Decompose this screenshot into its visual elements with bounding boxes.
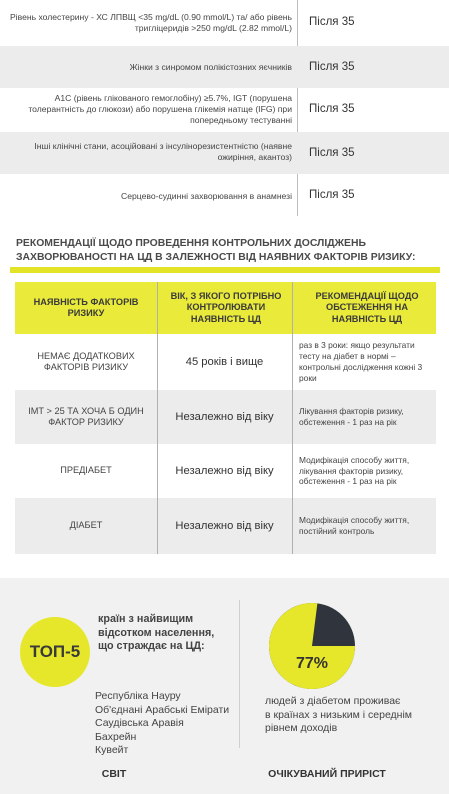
column-divider — [292, 282, 293, 554]
country-item: Бахрейн — [95, 730, 137, 743]
header-advice: РЕКОМЕНДАЦІЇ ЩОДО ОБСТЕЖЕННЯ НА НАЯВНІСТЬ ЦД — [315, 290, 419, 324]
caption-line: людей з діабетом проживає — [265, 695, 401, 707]
table-row — [0, 0, 449, 44]
country-item: Республіка Науру — [95, 690, 181, 702]
section-title: РЕКОМЕНДАЦІЇ ЩОДО ПРОВЕДЕННЯ КОНТРОЛЬНИХ ДОСЛІДЖЕНЬ ЗАХВОРЮВАНОСТІ НА ЦД В ЗАЛЕЖНОСТІ ВІД НАЯВНИХ ФАКТОРІВ РИЗИКУ: — [16, 238, 416, 263]
top5-line: відсотком населення, — [98, 626, 215, 639]
age-cell: Після 35 — [309, 61, 355, 73]
table-row — [15, 444, 436, 498]
top5-description — [98, 613, 228, 654]
advice-cell: Модифікація способу життя, лікування факторів ризику, обстеження - 1 раз на рік — [299, 454, 410, 487]
growth-label: ОЧІКУВАНИЙ ПРИРІСТ — [268, 768, 386, 780]
advice-cell: раз в 3 роки: якщо результати тесту на діабет в нормі – контрольні дослідження кожні 3 роки — [299, 340, 423, 383]
age-cell: Незалежно від віку — [175, 411, 274, 423]
country-item: Саудівська Аравія — [95, 717, 184, 729]
age-cell: Після 35 — [309, 189, 355, 201]
caption-line: в країнах з низьким і середнім — [265, 708, 413, 721]
pie-chart — [269, 603, 355, 689]
table-row — [0, 46, 449, 88]
condition-cell: Жінки з синромом полікістозних яєчників — [129, 62, 292, 72]
world-label: СВІТ — [101, 768, 127, 780]
table-row — [15, 334, 436, 390]
age-cell: Незалежно від віку — [175, 520, 274, 532]
table-row — [0, 88, 449, 132]
table-row — [0, 132, 449, 174]
risk-factor-cell: ДІАБЕТ — [69, 520, 103, 531]
risk-factor-cell: ІМТ > 25 ТА ХОЧА Б ОДИН ФАКТОР РИЗИКУ — [28, 405, 144, 427]
risk-factor-cell: НЕМАЄ ДОДАТКОВИХ ФАКТОРІВ РИЗИКУ — [37, 350, 135, 372]
condition-cell: Рівень холестерину - ХС ЛПВЩ <35 mg/dL (0.90 mmol/L) та/ або рівень тригліцеридів >250 mg/dL (2.82 mmol/L) — [9, 12, 292, 33]
age-cell: Незалежно від віку — [175, 465, 274, 477]
title-underline — [10, 267, 440, 273]
top5-badge: ТОП-5 — [20, 617, 90, 687]
pie-caption — [265, 695, 435, 736]
table-row — [15, 498, 436, 554]
caption-line: рівнем доходів — [265, 722, 338, 734]
top5-line: що страждає на ЦД: — [98, 640, 205, 652]
table-header — [15, 282, 436, 334]
table-row — [15, 390, 436, 444]
table-row — [0, 174, 449, 216]
country-item: Об'єднані Арабські Емірати — [95, 703, 230, 716]
condition-cell: A1C (рівень глікованого гемоглобіну) ≥5.7%, IGT (порушена толерантність до глюкози) або порушена глікемія натще (IFG) при попередньому тестуванні — [28, 93, 292, 125]
age-cell: Після 35 — [309, 103, 355, 115]
header-risk-factors: НАЯВНІСТЬ ФАКТОРІВ РИЗИКУ — [33, 296, 139, 318]
condition-cell: Інші клінічні стани, асоційовані з інсулінорезистентністю (наявне ожиріння, акантоз) — [34, 141, 292, 162]
country-item: Кувейт — [95, 744, 129, 756]
pie-percent-label: 77% — [295, 655, 329, 672]
panel-divider — [239, 600, 240, 748]
stats-panel — [0, 578, 449, 794]
risk-factor-cell: ПРЕДІАБЕТ — [60, 465, 112, 476]
advice-cell: Лікування факторів ризику, обстеження - 1 раз на рік — [299, 406, 404, 427]
age-cell: Після 35 — [309, 16, 355, 28]
age-cell: 45 років і вище — [185, 356, 264, 368]
column-divider — [157, 282, 158, 554]
top5-line: країн з найвищим — [98, 613, 194, 625]
header-age: ВІК, З ЯКОГО ПОТРІБНО КОНТРОЛЮВАТИ НАЯВНІСТЬ ЦД — [170, 290, 282, 324]
age-cell: Після 35 — [309, 147, 355, 159]
country-list — [95, 690, 229, 758]
condition-cell: Серцево-судинні захворювання в анамнезі — [120, 191, 292, 201]
advice-cell: Модифікація способу життя, постійний контроль — [299, 515, 410, 536]
